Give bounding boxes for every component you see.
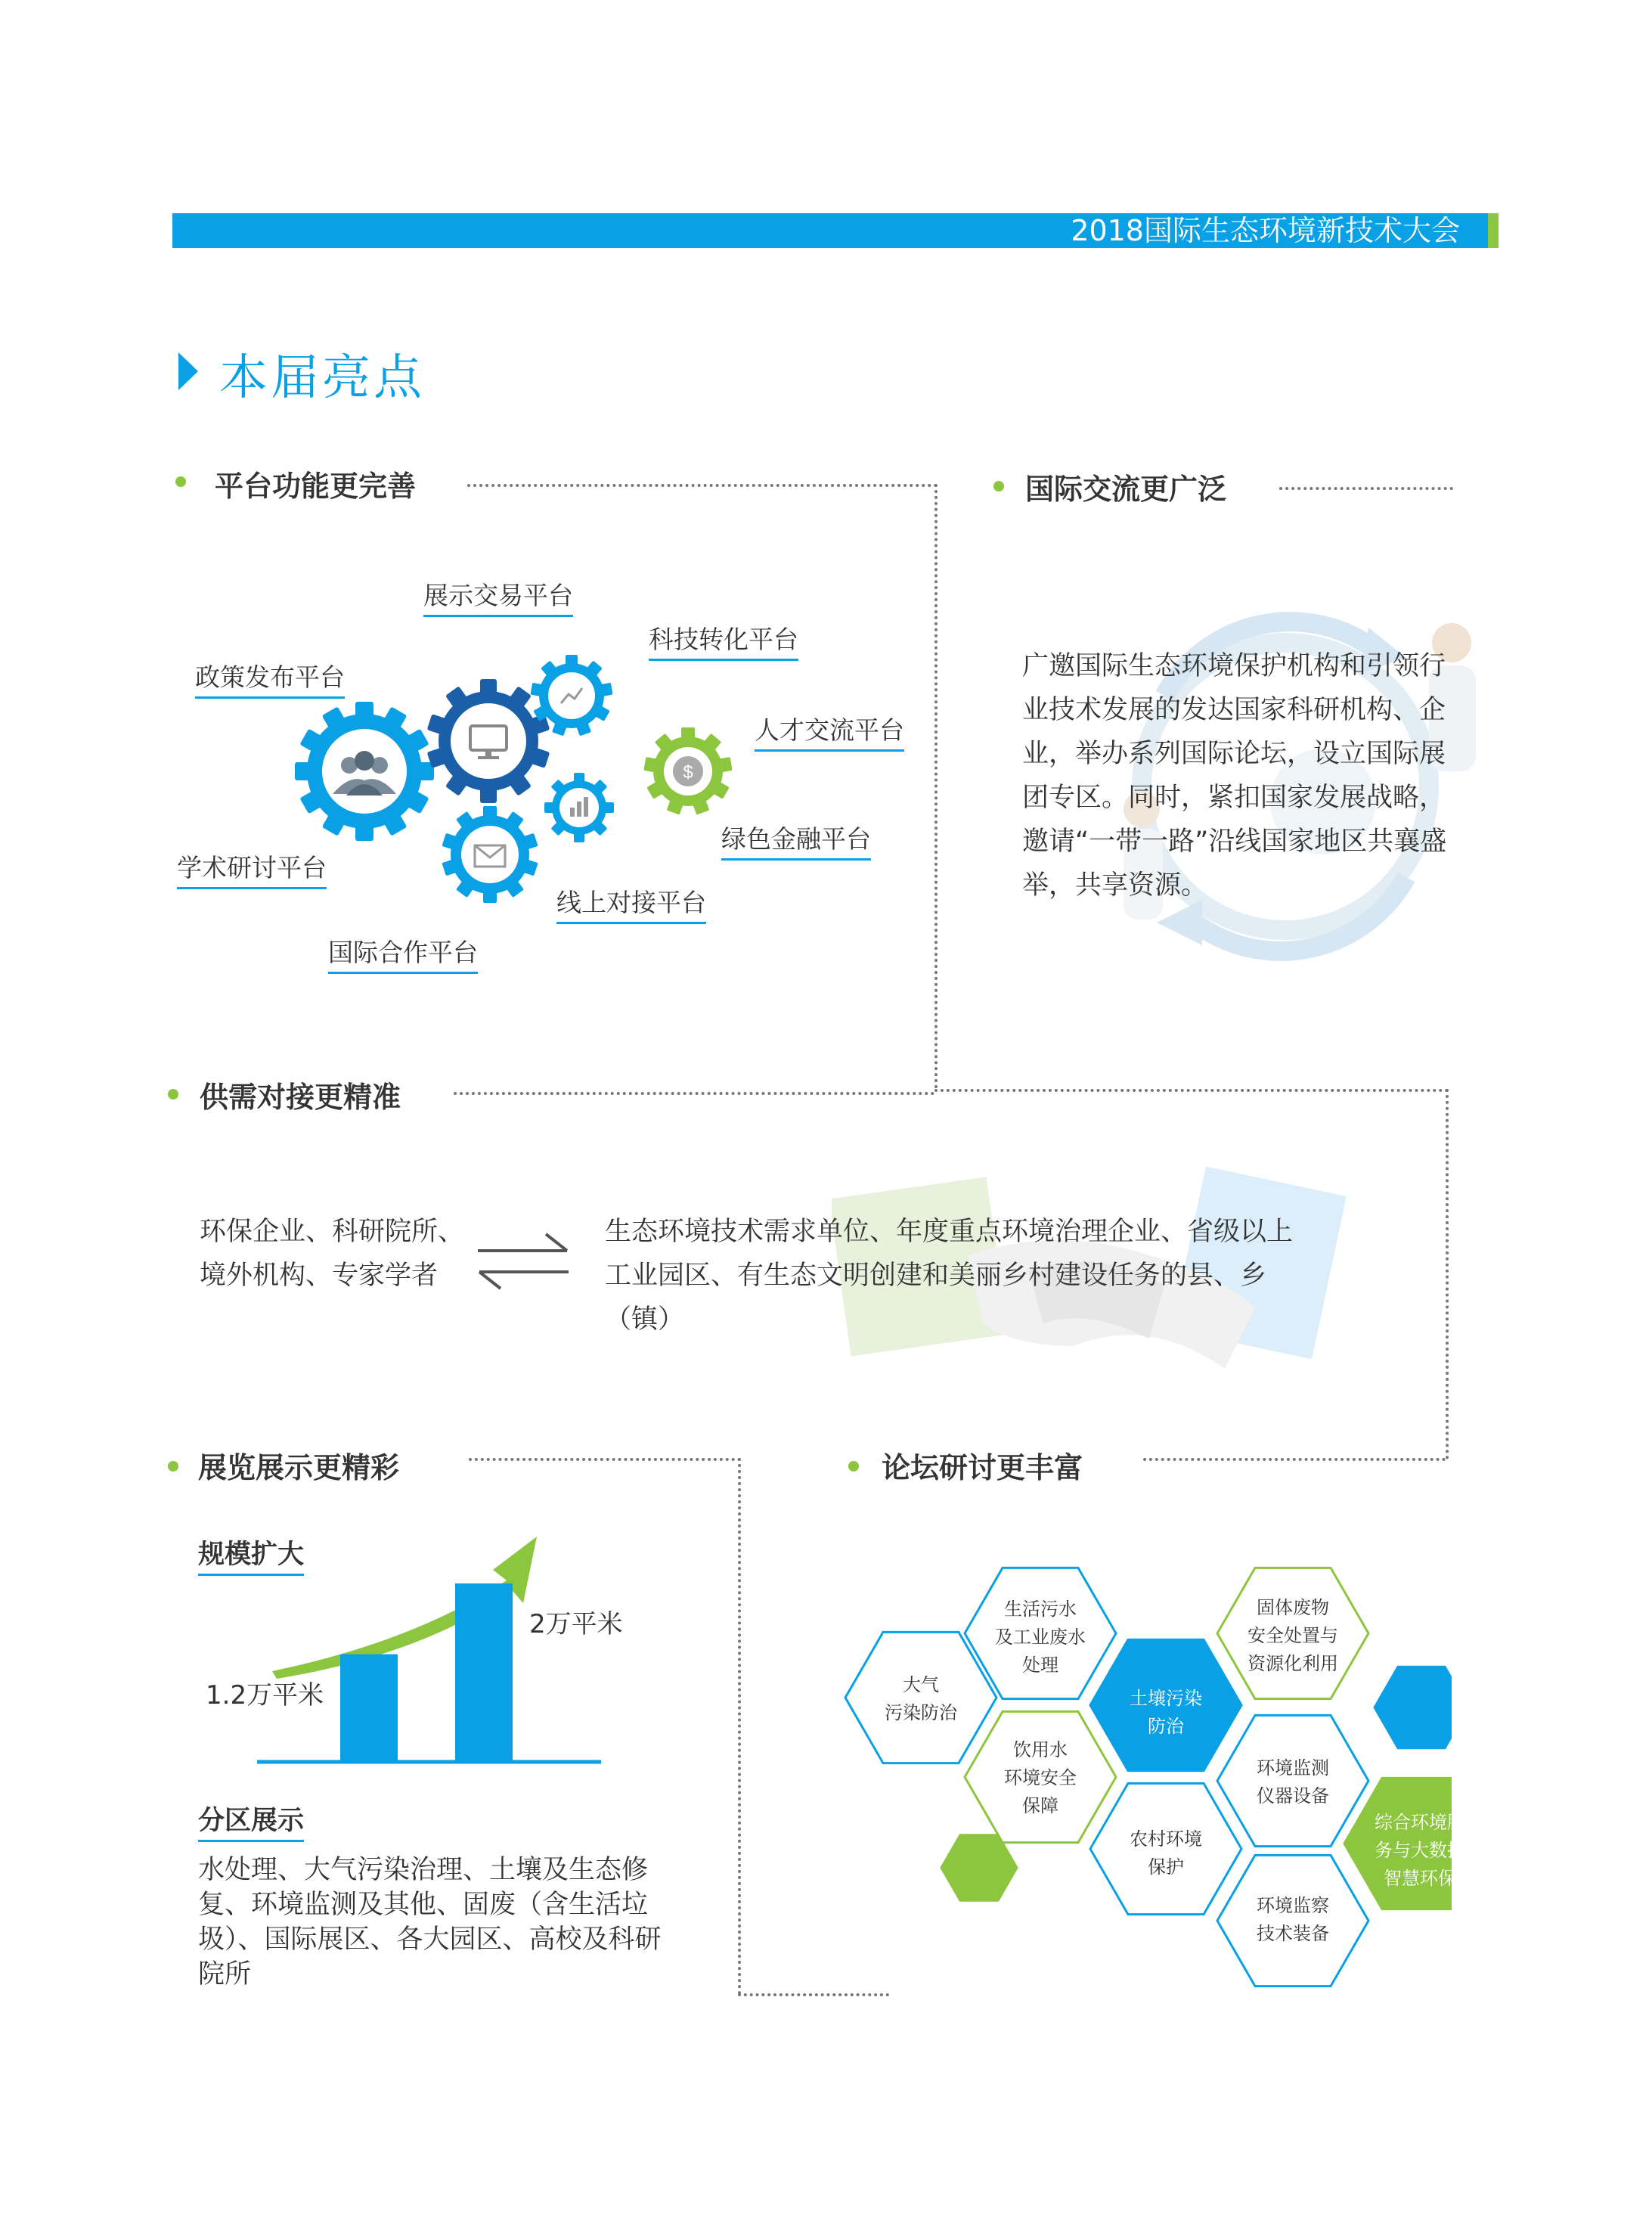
hex-label-wastewater: 生活污水 及工业废水 处理 (995, 1599, 1086, 1676)
hex-decor-green (941, 1835, 1017, 1901)
bullet-icon (993, 481, 1004, 492)
scale-bar (455, 1583, 513, 1760)
bullet-icon (175, 476, 186, 487)
label-intl-cooperation: 国际合作平台 (328, 933, 478, 974)
bullet-icon (168, 1461, 178, 1472)
intl-description: 广邀国际生态环境保护机构和引领行业技术发展的发达国家科研机构、企业，举办系列国际论坛，设立国际展团专区。同时，紧扣国家发展战略，邀请“一带一路”沿线国家地区共襄盛举，共享资源。 (1022, 651, 1447, 901)
dotted-divider (1279, 487, 1453, 490)
bar-label: 2万平米 (529, 1609, 623, 1639)
people-gear-icon (295, 702, 434, 841)
label-green-finance: 绿色金融平台 (721, 820, 871, 861)
mail-gear-icon (442, 806, 538, 903)
scale-title: 规模扩大 (198, 1534, 304, 1576)
page-title: 本届亮点 (219, 350, 425, 406)
label-exhibition-trade: 展示交易平台 (423, 576, 573, 617)
exchange-arrows-icon (478, 1231, 569, 1292)
hex-label-drinking-water: 饮用水 环境安全 保障 (1004, 1739, 1077, 1816)
label-tech-transfer: 科技转化平台 (649, 620, 798, 661)
hex-label-integrated-services: 综合环境服 务与大数据 智慧环保 (1375, 1812, 1465, 1889)
hex-label-enforcement: 环境监察 技术装备 (1257, 1895, 1329, 1944)
dotted-divider (738, 1458, 741, 1995)
dotted-divider (454, 1092, 934, 1095)
hex-label-air: 大气 污染防治 (885, 1674, 957, 1723)
zone-title: 分区展示 (198, 1800, 304, 1842)
hex-label-rural: 农村环境 保护 (1130, 1828, 1202, 1878)
svg-text:$: $ (683, 762, 693, 783)
dotted-divider (467, 484, 938, 487)
dollar-gear-icon (643, 727, 732, 815)
dotted-divider (934, 1089, 1449, 1092)
dotted-divider (469, 1458, 741, 1461)
label-academic-seminar: 学术研讨平台 (177, 848, 327, 889)
section-heading-forum: 论坛研讨更丰富 (882, 1451, 1083, 1484)
bar-label: 1.2万平米 (206, 1680, 324, 1710)
scale-bar (340, 1655, 398, 1760)
label-online-docking: 线上对接平台 (556, 883, 706, 924)
hex-label-monitoring: 环境监测 仪器设备 (1257, 1757, 1329, 1807)
section-heading-platform: 平台功能更完善 (215, 470, 417, 503)
hex-label-soil: 土壤污染 防治 (1130, 1688, 1202, 1737)
gears-illustration (287, 643, 741, 915)
label-policy-release: 政策发布平台 (195, 658, 345, 699)
bar-chart-gear-icon (544, 773, 614, 842)
hex-decor-blue (1375, 1667, 1452, 1748)
hex-label-solid-waste: 固体废物 安全处置与 资源化利用 (1248, 1597, 1338, 1674)
title-arrow-icon (178, 352, 198, 390)
section-heading-intl: 国际交流更广泛 (1025, 473, 1227, 506)
supply-left-text: 环保企业、科研院所、境外机构、专家学者 (200, 1217, 465, 1291)
scale-chart (257, 1527, 620, 1769)
bullet-icon (848, 1461, 859, 1472)
label-talent-exchange: 人才交流平台 (755, 711, 904, 752)
header-title: 2018国际生态环境新技术大会 (1071, 214, 1460, 247)
supply-right-text: 生态环境技术需求单位、年度重点环境治理企业、省级以上工业园区、有生态文明创建和美丽乡村建设任务的县、乡（镇） (605, 1217, 1294, 1335)
dotted-divider (1446, 1089, 1449, 1459)
dotted-divider (1143, 1458, 1446, 1461)
section-heading-supply: 供需对接更精准 (200, 1081, 401, 1114)
section-heading-exhibit: 展览展示更精彩 (198, 1451, 400, 1484)
monitor-gear-icon (427, 679, 550, 803)
header-accent (1488, 213, 1499, 248)
dotted-divider (934, 484, 938, 1089)
bullet-icon (168, 1089, 178, 1099)
zone-description: 水处理、大气污染治理、土壤及生态修复、环境监测及其他、固废（含生活垃圾）、国际展区、各大园区、高校及科研院所 (198, 1855, 662, 1990)
